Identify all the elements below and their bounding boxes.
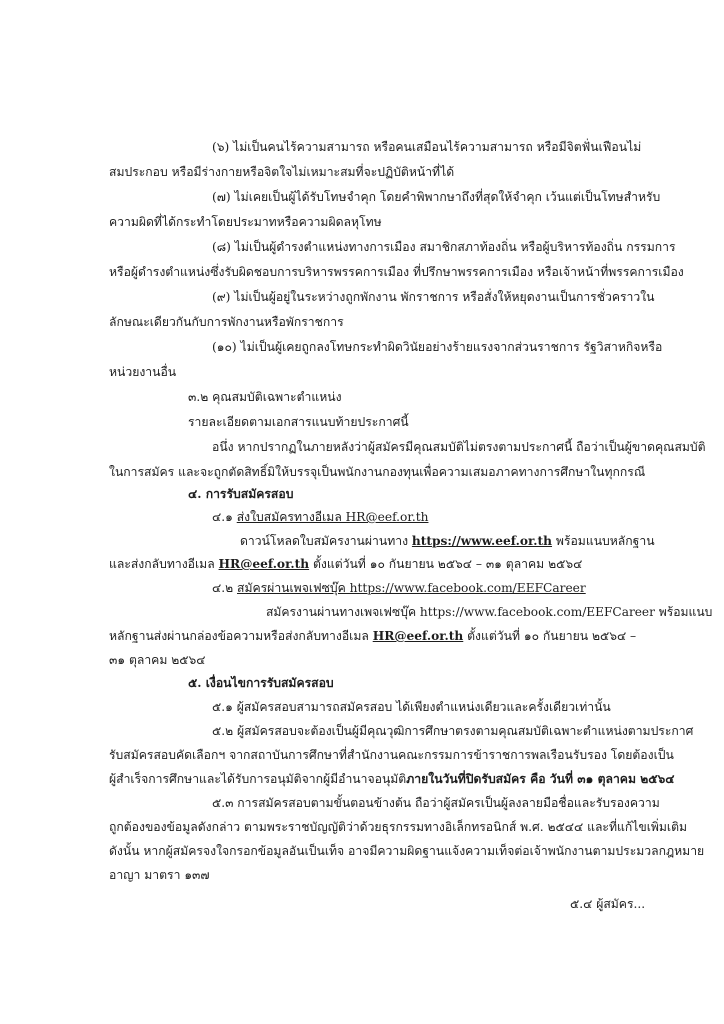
text-line: ลักษณะเดียวกันกับการพักงานหรือพักราชการ [109, 315, 344, 329]
text-segment: และส่งกลับทางอีเมล [109, 557, 219, 571]
text-line: ถูกต้องของข้อมูลดังกล่าว ตามพระราชบัญญัติว่าด้วยธุรกรรมทางอิเล็กทรอนิกส์ พ.ศ. ๒๕๔๔ และที่แก้ไขเพิ่มเติม [109, 820, 688, 834]
text-segment: พร้อมแนบหลักฐาน [552, 534, 655, 548]
text-line: ๕.๓ การสมัครสอบตามขั้นตอนข้างต้น ถือว่าผู้สมัครเป็นผู้ลงลายมือชื่อและรับรองความ [212, 796, 660, 810]
text-segment: ตั้งแต่วันที่ ๑๐ กันยายน ๒๕๖๔ – [463, 629, 637, 643]
text-line [109, 556, 582, 573]
text-line: ดังนั้น หากผู้สมัครจงใจกรอกข้อมูลอันเป็นเท็จ อาจมีความผิดฐานแจ้งความเท็จต่อเจ้าพนักงานตามประมวลกฎหมาย [109, 844, 705, 858]
text-line: อนึ่ง หากปรากฏในภายหลังว่าผู้สมัครมีคุณสมบัติไม่ตรงตามประกาศนี้ ถือว่าเป็นผู้ขาดคุณสมบัติ [212, 440, 706, 454]
item-number: ๔.๑ [212, 510, 237, 524]
text-line: ในการสมัคร และจะถูกตัดสิทธิ์มิให้บรรจุเป็นพนักงานกองทุนเพื่อความเสมอภาคทางการศึกษาในทุกกรณี [109, 465, 646, 479]
text-line: ๓.๒ คุณสมบัติเฉพาะตำแหน่ง [188, 390, 342, 404]
text-line [109, 628, 636, 645]
text-line [212, 509, 428, 526]
eef-website-link[interactable]: https://www.eef.or.th [411, 534, 553, 548]
text-line: ความผิดที่ได้กระทำโดยประมาทหรือความผิดลหุโทษ [109, 215, 382, 229]
text-segment: ผู้สำเร็จการศึกษาและได้รับการอนุมัติจากผู้มีอำนาจอนุมัติ [109, 772, 407, 786]
text-segment: ตั้งแต่วันที่ ๑๐ กันยายน ๒๕๖๔ – ๓๑ ตุลาคม ๒๕๖๔ [309, 557, 583, 571]
email-application-heading: ส่งใบสมัครทางอีเมล HR@eef.or.th [236, 510, 429, 524]
text-line: (๙) ไม่เป็นผู้อยู่ในระหว่างถูกพักงาน พักราชการ หรือสั่งให้หยุดงานเป็นการชั่วคราวใน [212, 290, 655, 304]
text-line: หน่วยงานอื่น [109, 365, 177, 379]
text-line: (๘) ไม่เป็นผู้ดำรงตำแหน่งทางการเมือง สมาชิกสภาท้องถิ่น หรือผู้บริหารท้องถิ่น กรรมการ [212, 240, 676, 254]
text-line: ๕.๒ ผู้สมัครสอบจะต้องเป็นผู้มีคุณวุฒิการศึกษาตรงตามคุณสมบัติเฉพาะตำแหน่งตามประกาศ [212, 724, 694, 738]
section-heading-4: ๔. การรับสมัครสอบ [188, 487, 294, 501]
text-line [109, 771, 674, 788]
text-line: ๕.๑ ผู้สมัครสอบสามารถสมัครสอบ ได้เพียงตำแหน่งเดียวและครั้งเดียวเท่านั้น [212, 700, 611, 714]
deadline-text: ภายในวันที่ปิดรับสมัคร คือ วันที่ ๓๑ ตุลาคม ๒๕๖๔ [406, 772, 675, 786]
text-line [212, 580, 586, 597]
text-line: สมัครงานผ่านทางเพจเฟซบุ๊ค https://www.facebook.com/EEFCareer พร้อมแนบ [266, 605, 713, 619]
text-line [240, 533, 655, 550]
text-segment: หลักฐานส่งผ่านกล่องข้อความหรือส่งกลับทางอีเมล [109, 629, 373, 643]
text-line: (๖) ไม่เป็นคนไร้ความสามารถ หรือคนเสมือนไร้ความสามารถ หรือมีจิตฟั่นเฟือนไม่ [212, 140, 642, 154]
text-line: รายละเอียดตามเอกสารแนบท้ายประกาศนี้ [188, 415, 409, 429]
text-line: (๗) ไม่เคยเป็นผู้ได้รับโทษจำคุก โดยคำพิพากษาถึงที่สุดให้จำคุก เว้นแต่เป็นโทษสำหรับ [212, 190, 661, 204]
section-heading-5: ๕. เงื่อนไขการรับสมัครสอบ [188, 676, 334, 690]
text-line: สมประกอบ หรือมีร่างกายหรือจิตใจไม่เหมาะสมที่จะปฏิบัติหน้าที่ได้ [109, 165, 455, 179]
text-line: ๓๑ ตุลาคม ๒๕๖๔ [109, 653, 206, 667]
email-link[interactable]: HR@eef.or.th [218, 557, 310, 571]
text-line: หรือผู้ดำรงตำแหน่งซึ่งรับผิดชอบการบริหารพรรคการเมือง ที่ปรึกษาพรรคการเมือง หรือเจ้าหน้าที่พรรคการเมือง [109, 265, 684, 279]
text-line: อาญา มาตรา ๑๓๗ [109, 868, 210, 882]
text-line: รับสมัครสอบคัดเลือกฯ จากสถาบันการศึกษาที่สำนักงานคณะกรรมการข้าราชการพลเรือนรับรอง โดยต้องเป็น [109, 748, 674, 762]
text-segment: ดาวน์โหลดใบสมัครงานผ่านทาง [240, 534, 412, 548]
facebook-application-heading[interactable]: สมัครผ่านเพจเฟซบุ๊ค https://www.facebook.com/EEFCareer [237, 581, 586, 595]
continuation-note: ๕.๔ ผู้สมัคร... [570, 897, 646, 911]
item-number: ๔.๒ [212, 581, 238, 595]
email-link[interactable]: HR@eef.or.th [372, 629, 464, 643]
text-line: (๑๐) ไม่เป็นผู้เคยถูกลงโทษกระทำผิดวินัยอย่างร้ายแรงจากส่วนราชการ รัฐวิสาหกิจหรือ [212, 340, 663, 354]
